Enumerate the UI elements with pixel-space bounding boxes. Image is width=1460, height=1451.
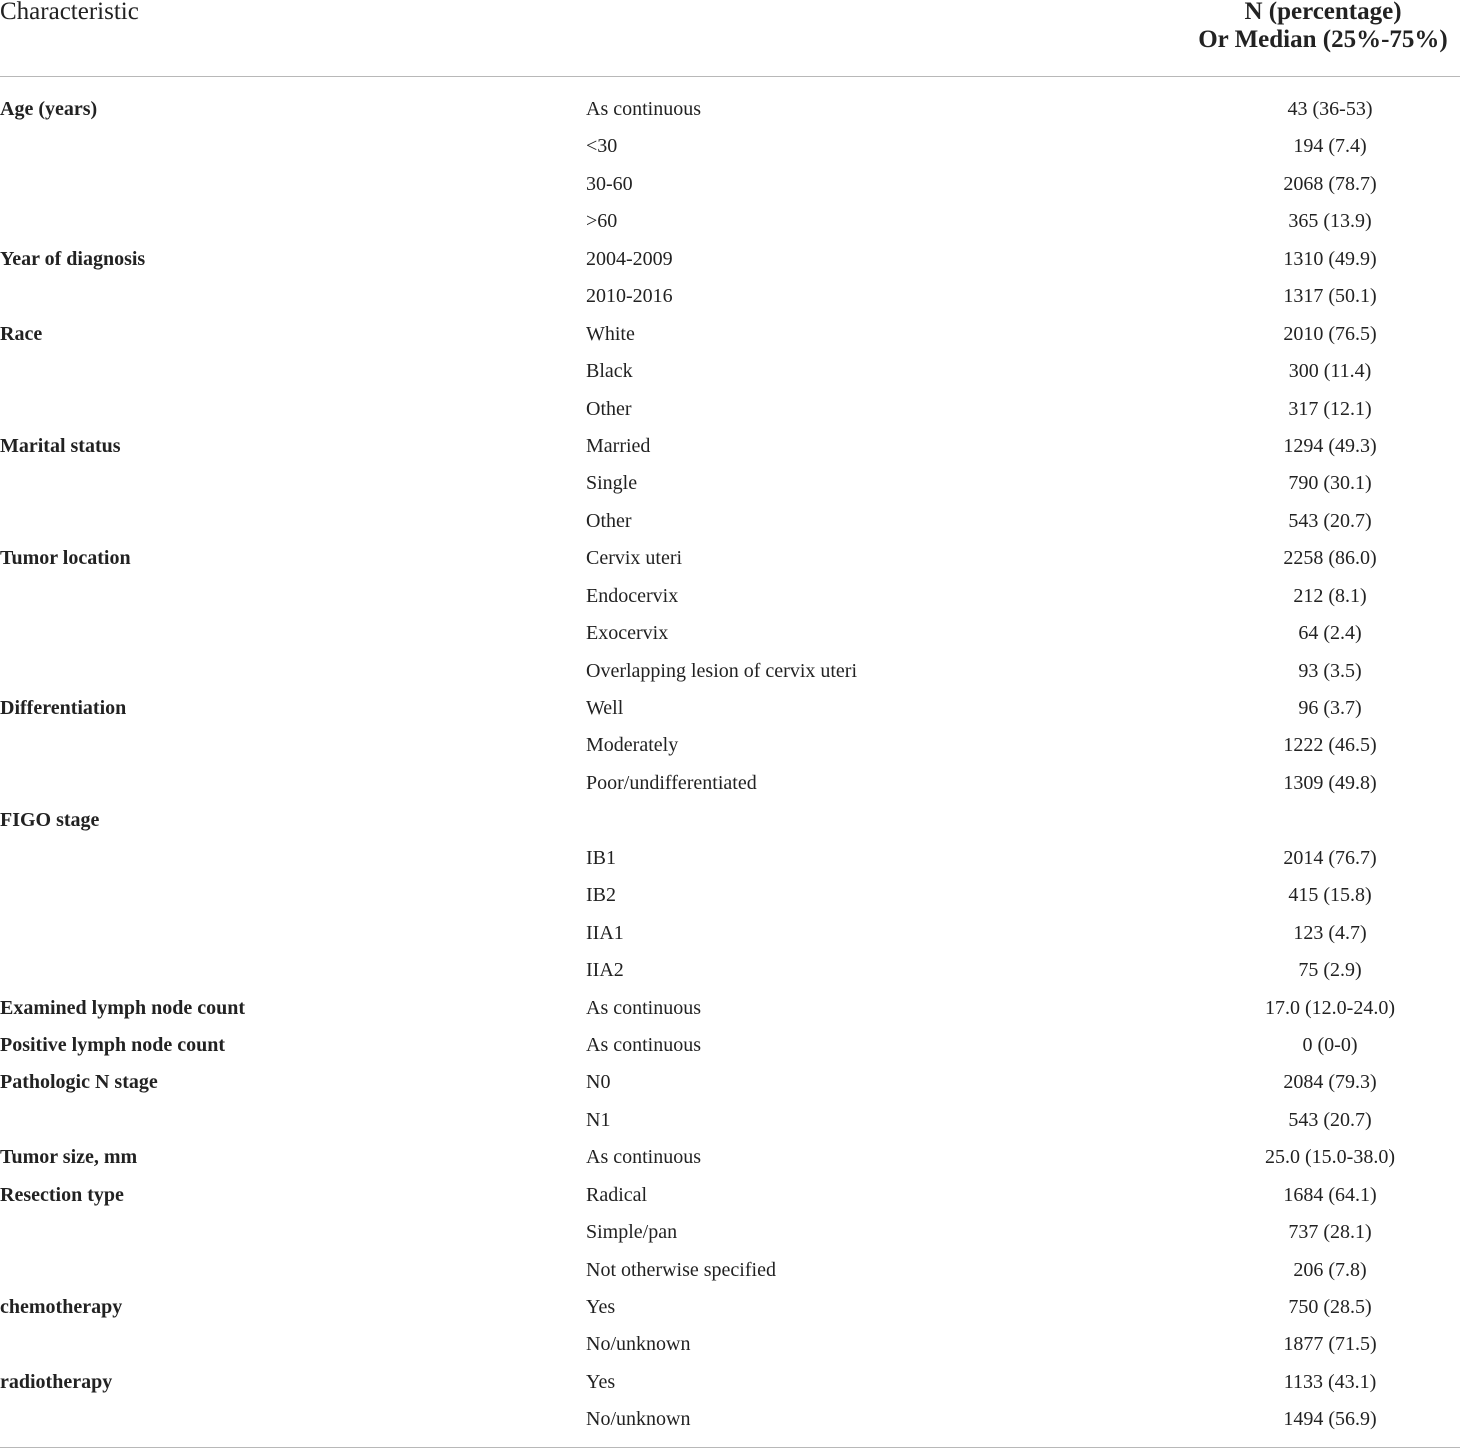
row-characteristic: Resection type [0,1183,124,1206]
table-row [0,690,1460,727]
table-row [0,1139,1460,1176]
row-characteristic: Age (years) [0,98,98,120]
row-value: 64 (2.4) [1298,622,1362,645]
table-row [0,503,1460,540]
row-category: Black [586,360,633,383]
row-characteristic: Examined lymph node count [0,996,246,1019]
row-category: <30 [586,135,618,158]
table-row [0,1177,1460,1214]
row-value: 543 (20.7) [1288,1108,1372,1131]
header-value [1188,0,1458,54]
row-value: 1317 (50.1) [1283,285,1377,308]
row-value: 43 (36-53) [1287,98,1373,120]
table-row [0,915,1460,952]
table-row [0,653,1460,690]
row-value: 750 (28.5) [1288,1296,1372,1318]
row-value: 1294 (49.3) [1283,434,1377,457]
row-value: 1222 (46.5) [1283,734,1377,757]
row-category: Overlapping lesion of cervix uteri [586,659,858,682]
row-value: 2068 (78.7) [1283,172,1377,195]
table-row [0,990,1460,1027]
table-row [0,241,1460,278]
header-characteristic: Characteristic [0,0,139,25]
row-category: N0 [586,1071,611,1094]
row-category: N1 [586,1108,611,1131]
row-characteristic: Tumor size, mm [0,1146,138,1169]
row-category: IIA1 [586,921,624,944]
row-value: 1309 (49.8) [1283,771,1377,794]
row-value: 300 (11.4) [1288,360,1372,383]
table-row [0,166,1460,203]
row-category: No/unknown [586,1408,691,1431]
row-category: 2004-2009 [586,247,673,270]
row-value: 1494 (56.9) [1283,1408,1377,1431]
row-value: 2010 (76.5) [1283,322,1377,345]
row-value: 212 (8.1) [1293,584,1367,607]
row-category: Single [586,472,638,495]
row-category: Other [586,397,632,420]
row-category: Well [586,697,624,719]
table-row [0,1027,1460,1064]
table-row [0,578,1460,615]
row-category: Cervix uteri [586,547,683,570]
row-value: 543 (20.7) [1288,509,1372,532]
table-row [0,840,1460,877]
row-value: 194 (7.4) [1293,135,1367,158]
row-category: As continuous [586,1033,701,1056]
row-category: No/unknown [586,1333,691,1356]
row-characteristic: FIGO stage [0,809,100,832]
row-value: 206 (7.8) [1293,1258,1367,1281]
table-row [0,1064,1460,1101]
table-row [0,765,1460,802]
row-category: Endocervix [586,584,679,607]
row-category: 2010-2016 [586,285,673,308]
row-value: 123 (4.7) [1293,921,1367,944]
table-row [0,391,1460,428]
row-characteristic: Marital status [0,434,121,457]
table-row [0,1401,1460,1438]
row-value: 2014 (76.7) [1283,846,1377,869]
table-row [0,203,1460,240]
table-row [0,1214,1460,1251]
row-value: 790 (30.1) [1288,472,1372,495]
row-category: Simple/pan [586,1221,678,1244]
row-characteristic: Pathologic N stage [0,1071,158,1094]
row-value: 93 (3.5) [1298,659,1362,682]
row-value: 365 (13.9) [1288,210,1372,233]
table-body [0,77,1460,1439]
row-characteristic: Year of diagnosis [0,247,146,270]
row-value: 96 (3.7) [1298,697,1362,719]
row-value: 2084 (79.3) [1283,1071,1377,1094]
row-characteristic: Positive lymph node count [0,1033,226,1056]
row-value: 0 (0-0) [1302,1033,1358,1056]
row-value: 1133 (43.1) [1283,1370,1377,1393]
table-row [0,877,1460,914]
table-row [0,465,1460,502]
row-value: 1310 (49.9) [1283,247,1377,270]
row-value: 1877 (71.5) [1283,1333,1377,1356]
table-row [0,1252,1460,1289]
row-category: As continuous [586,1146,701,1169]
row-value: 75 (2.9) [1298,959,1362,982]
row-value: 2258 (86.0) [1283,547,1377,570]
table-row [0,727,1460,764]
table-row [0,128,1460,165]
row-characteristic: radiotherapy [0,1370,113,1393]
row-category: Moderately [586,734,679,757]
row-category: Other [586,509,632,532]
row-characteristic: Tumor location [0,547,131,570]
table-row [0,802,1460,839]
row-category: Yes [586,1370,616,1393]
table-row [0,278,1460,315]
row-category: IB2 [586,884,616,907]
row-category: Yes [586,1296,616,1318]
row-characteristic: chemotherapy [0,1296,123,1318]
row-category: IB1 [586,846,616,869]
table-row [0,353,1460,390]
row-value: 17.0 (12.0-24.0) [1265,996,1395,1019]
row-value: 737 (28.1) [1288,1221,1372,1244]
table-row [0,91,1460,128]
table-row [0,428,1460,465]
row-category: Exocervix [586,622,669,645]
table-row [0,952,1460,989]
table-row [0,540,1460,577]
table-row [0,1364,1460,1401]
header-value-line1: N (percentage) [1244,0,1402,25]
row-category: As continuous [586,98,701,120]
table-header [0,0,1460,77]
table-row [0,615,1460,652]
row-category: Married [586,434,651,457]
row-category: Poor/undifferentiated [586,771,757,794]
row-value: 25.0 (15.0-38.0) [1265,1146,1395,1169]
row-category: As continuous [586,996,701,1019]
row-value: 1684 (64.1) [1283,1183,1377,1206]
row-characteristic: Race [0,322,43,345]
row-category: 30-60 [586,172,633,195]
header-value-line2: Or Median (25%-75%) [1198,26,1448,53]
row-category: IIA2 [586,959,624,982]
row-value: 415 (15.8) [1288,884,1372,907]
table-row [0,1289,1460,1326]
row-value: 317 (12.1) [1288,397,1372,420]
row-category: Radical [586,1183,648,1206]
table-row [0,316,1460,353]
table-row [0,1326,1460,1363]
row-category: Not otherwise specified [586,1258,776,1281]
table-row [0,1102,1460,1139]
row-characteristic: Differentiation [0,697,127,719]
bottom-rule [0,1447,1460,1448]
row-category: White [586,322,635,345]
row-category: >60 [586,210,618,233]
